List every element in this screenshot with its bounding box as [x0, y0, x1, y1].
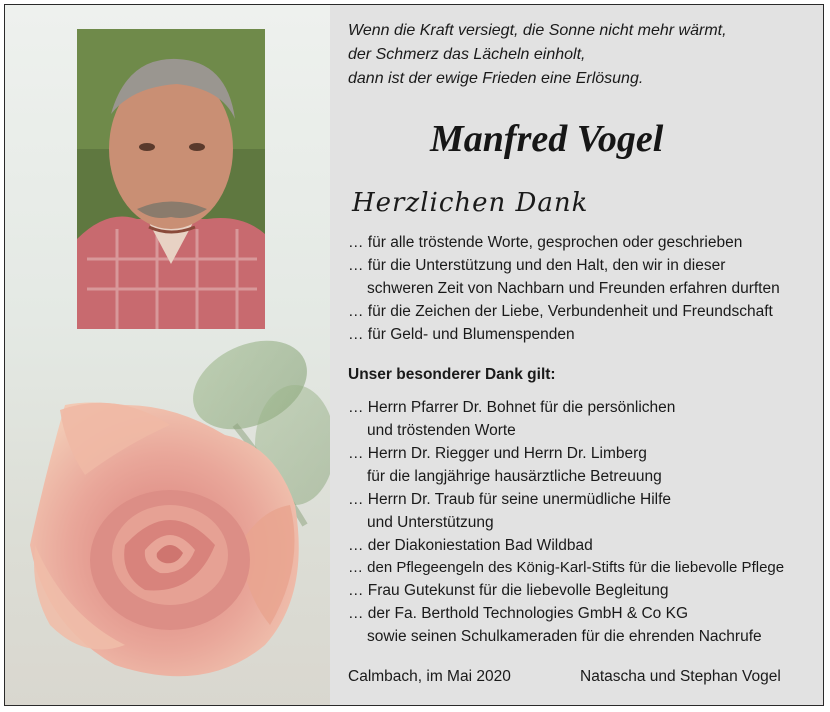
thanks-line: … für Geld- und Blumenspenden: [348, 326, 575, 343]
special-line: und tröstenden Worte: [367, 422, 516, 439]
thanks-heading: Herzlichen Dank: [352, 188, 589, 218]
special-line: … Frau Gutekunst für die liebevolle Begleitung: [348, 582, 669, 599]
special-line: und Unterstützung: [367, 514, 494, 531]
special-line: … den Pflegeengeln des König-Karl-Stifts für die liebevolle Pflege: [348, 559, 785, 576]
special-line: … Herrn Pfarrer Dr. Bohnet für die persönlichen: [348, 399, 676, 416]
thanks-line: schweren Zeit von Nachbarn und Freunden erfahren durften: [367, 280, 780, 297]
image-panel: [5, 5, 330, 705]
quote-line: dann ist der ewige Frieden eine Erlösung.: [348, 70, 644, 87]
text-panel: [330, 5, 823, 705]
portrait-photo: [77, 29, 265, 329]
special-line: … Herrn Dr. Traub für seine unermüdliche Hilfe: [348, 491, 672, 508]
quote-line: der Schmerz das Lächeln einholt,: [348, 46, 586, 63]
special-line: … der Fa. Berthold Technologies GmbH & Co KG: [348, 605, 689, 622]
quote-line: Wenn die Kraft versiegt, die Sonne nicht mehr wärmt,: [348, 22, 727, 39]
thanks-line: … für alle tröstende Worte, gesprochen oder geschrieben: [348, 234, 743, 251]
special-line: für die langjährige hausärztliche Betreuung: [367, 468, 662, 485]
special-line: … Herrn Dr. Riegger und Herrn Dr. Limberg: [348, 445, 647, 462]
place-date: Calmbach, im Mai 2020: [348, 668, 511, 685]
deceased-name: Manfred Vogel: [430, 118, 664, 160]
special-heading: Unser besonderer Dank gilt:: [348, 366, 556, 383]
thanks-line: … für die Zeichen der Liebe, Verbundenheit und Freundschaft: [348, 303, 773, 320]
thanks-line: … für die Unterstützung und den Halt, den wir in dieser: [348, 257, 726, 274]
special-line: sowie seinen Schulkameraden für die ehrenden Nachrufe: [367, 628, 762, 645]
special-line: … der Diakoniestation Bad Wildbad: [348, 537, 593, 554]
signatories: Natascha und Stephan Vogel: [580, 668, 781, 685]
